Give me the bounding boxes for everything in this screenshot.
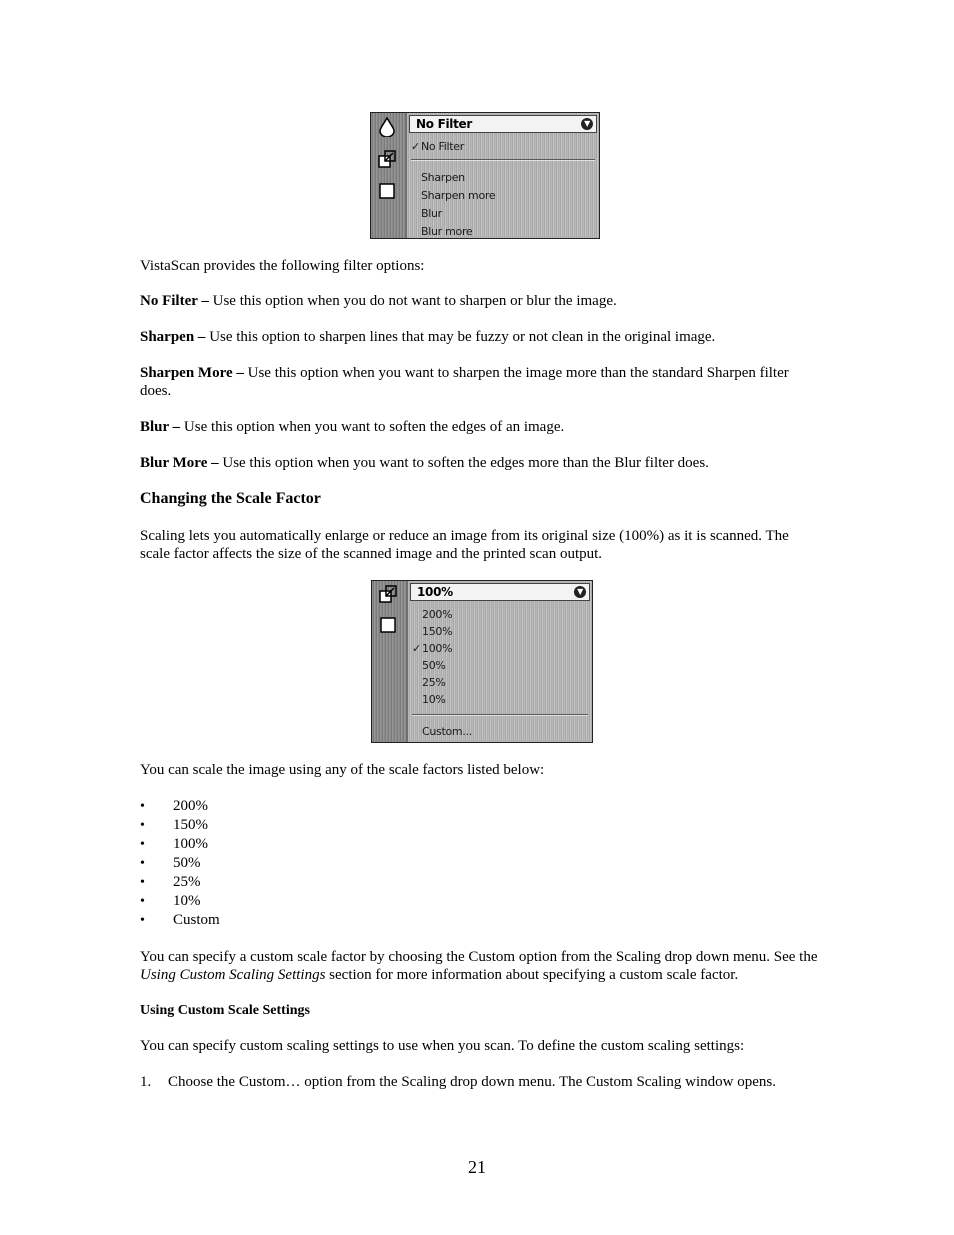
scale-dropdown-header[interactable]: [410, 583, 590, 601]
scale-intro: Scaling lets you automatically enlarge or reduce an image from its original size (100%) as it is scanned. The scale factor affects the size of the scanned image and the printed scan output.: [140, 528, 789, 562]
list-item: • 10%: [140, 892, 220, 911]
custom-para-text-2: section for more information about specifying a custom scale factor.: [325, 967, 739, 983]
term: Sharpen –: [140, 329, 206, 345]
menu-item-sharpen-more[interactable]: Sharpen more: [421, 189, 496, 202]
scale-heading: Changing the Scale Factor: [140, 490, 321, 507]
desc: Use this option when you want to sharpen the image more than the standard Sharpen filter does.: [140, 365, 789, 399]
check-icon: ✓: [411, 140, 420, 153]
list-item: • 100%: [140, 835, 220, 854]
step-1: [140, 1073, 820, 1091]
filter-intro: VistaScan provides the following filter options:: [140, 258, 425, 274]
filter-menu-screenshot: [370, 112, 600, 239]
scale-tool-icon: [378, 584, 398, 604]
menu-item-25[interactable]: 25%: [422, 676, 446, 689]
list-item: • 25%: [140, 873, 220, 892]
menu-item-50[interactable]: 50%: [422, 659, 446, 672]
menu-separator: [411, 159, 595, 161]
frame-tool-icon: [378, 615, 398, 635]
menu-item-blur-more[interactable]: Blur more: [421, 225, 473, 238]
custom-para-text-1: You can specify a custom scale factor by choosing the Custom option from the Scaling drop down menu. See the: [140, 949, 818, 965]
filter-dropdown-value: No Filter: [416, 117, 472, 131]
menu-item-blur[interactable]: Blur: [421, 207, 442, 220]
desc: Use this option when you want to soften the edges of an image.: [180, 419, 565, 435]
check-icon: ✓: [412, 642, 421, 655]
filter-dropdown-header[interactable]: [409, 115, 597, 133]
desc: Use this option when you want to soften the edges more than the Blur filter does.: [218, 455, 709, 471]
filter-desc-no-filter: [140, 292, 820, 310]
menu-item-100[interactable]: 100%: [422, 642, 453, 655]
term: No Filter –: [140, 293, 209, 309]
desc: Use this option to sharpen lines that may be fuzzy or not clean in the original image.: [205, 329, 716, 345]
dropdown-arrow-icon[interactable]: ▼: [574, 586, 586, 598]
menu-item-sharpen[interactable]: Sharpen: [421, 171, 465, 184]
frame-tool-icon: [377, 181, 397, 201]
list-item: • 200%: [140, 797, 220, 816]
menu-item-200[interactable]: 200%: [422, 608, 453, 621]
term: Sharpen More –: [140, 365, 244, 381]
scale-tool-icon: [377, 149, 397, 169]
custom-intro: You can specify custom scaling settings to use when you scan. To define the custom scaling settings:: [140, 1038, 745, 1054]
page-number: 21: [468, 1157, 486, 1177]
drop-tool-icon: [377, 117, 397, 137]
filter-dropdown[interactable]: [407, 113, 599, 238]
menu-item-10[interactable]: 10%: [422, 693, 446, 706]
filter-desc-sharpen-more: [140, 364, 820, 400]
dropdown-arrow-icon[interactable]: ▼: [581, 118, 593, 130]
tool-strip: [372, 581, 406, 742]
tool-strip: [371, 113, 405, 238]
scale-menu-screenshot: [371, 580, 593, 743]
scale-dropdown[interactable]: [408, 581, 592, 742]
scale-list-intro: You can scale the image using any of the scale factors listed below:: [140, 762, 545, 778]
menu-item-custom[interactable]: Custom...: [422, 725, 472, 738]
filter-desc-blur-more: [140, 454, 820, 472]
list-item: • 50%: [140, 854, 220, 873]
list-item: • 150%: [140, 816, 220, 835]
step-text: Choose the Custom… option from the Scaling drop down menu. The Custom Scaling window opens.: [168, 1074, 777, 1090]
step-number: 1.: [140, 1074, 152, 1090]
filter-desc-sharpen: [140, 328, 820, 346]
scale-dropdown-value: 100%: [417, 585, 453, 599]
term: Blur –: [140, 419, 181, 435]
scale-options-list: [140, 797, 220, 930]
menu-separator: [412, 714, 588, 716]
list-item: • Custom: [140, 911, 220, 930]
menu-item-no-filter[interactable]: No Filter: [421, 140, 464, 153]
custom-para: [140, 948, 820, 984]
menu-item-150[interactable]: 150%: [422, 625, 453, 638]
term: Blur More –: [140, 455, 219, 471]
filter-desc-blur: [140, 418, 820, 436]
cross-reference-link: Using Custom Scaling Settings: [140, 967, 326, 983]
custom-heading: Using Custom Scale Settings: [140, 1003, 310, 1018]
desc: Use this option when you do not want to sharpen or blur the image.: [208, 293, 617, 309]
